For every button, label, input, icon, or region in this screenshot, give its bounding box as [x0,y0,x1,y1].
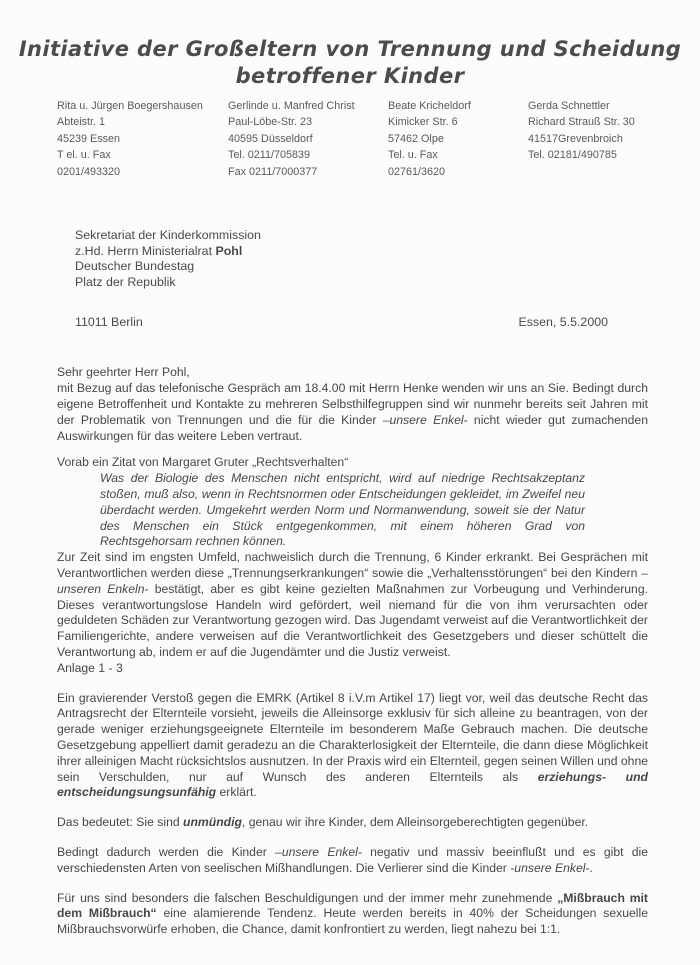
recipient-line: Platz der Republik [75,274,176,289]
contact-line: Tel. 0211/705839 [228,149,311,162]
paragraph-unmuendig [57,815,648,831]
contact-line: 0201/493320 [57,165,121,178]
paragraph-intro-text: –unsere Enkel- [382,412,468,427]
paragraph-beeinflusst-text: -unsere Enkel- [510,860,590,875]
contact-line: T el. u. Fax [57,149,111,162]
paragraph-unmuendig-text: unmündig [183,815,242,830]
paragraph-illness-text: bestätigt, aber es gibt keine gezielten Maßnahmen zur Vorbeugung und Verhinderung. Dieses verantwortungslose Handeln wird gefördert, weil niemand für die von ihm verursachten oder geduldeten Schäden zur Verantwortung gezogen wird. Das Jugendamt verweist auf die Verantwortlichkeit der Familiengerichte, andere verweisen auf die Verantwortlichkeit des Gesetzgebers und dieser schüttelt die Verantwortung ab, indem er auf die Jugendämter und die Justiz verweist. [57,581,648,659]
contact-line: Rita u. Jürgen Boegershausen [57,100,203,112]
recipient-line-prefix: z.Hd. Herrn Ministerialrat [75,243,216,258]
dateline-row [75,315,648,329]
paragraph-emrk-text: Ein gravierender Verstoß gegen die EMRK (Artikel 8 i.V.m Artikel 17) liegt vor, weil das deutsche Recht das Antragsrecht der Elternteile vorsieht, jeweils die Alleinsorge exklusiv für sich alleine zu beantragen, von der gerade weniger erziehungsgeeignete Elternteile im besonderem Maße Gebrauch machen. Die deutsche Gesetzgebung appelliert damit geradezu an die Charakterlosigkeit der Elternteile, die dann diese Möglichkeit ihrer alleinigen Macht rücksichtslos ausnutzen. In der Praxis wird ein Elternteil, gegen seinen Willen und ohne sein Verschulden, nur auf Wunsch des anderen Elternteils als [57,690,648,784]
anlage-note-text: Anlage 1 - 3 [57,660,123,675]
contact-line: Richard Strauß Str. 30 [528,116,635,129]
letterhead-title-line1: Initiative der Großeltern von Trennung und Scheidung [18,37,682,61]
quote-block [100,471,585,550]
paragraph-beeinflusst-text: –unsere Enkel- [275,844,362,859]
contact-line: Paul-Löbe-Str. 23 [228,116,313,129]
contact-line: 45239 Essen [57,132,121,145]
contact-line: Abteistr. 1 [57,116,106,129]
recipient-line [75,244,648,260]
contact-column-4 [528,98,688,180]
letter-date: Essen, 5.5.2000 [518,315,608,330]
paragraph-missbrauch-text: Für uns sind besonders die falschen Beschuldigungen und der immer mehr zunehmende [57,890,558,905]
contact-line: 02761/3620 [388,165,446,178]
contact-line: 41517Grevenbroich [528,132,623,145]
letterhead-title [0,36,700,90]
paragraph-missbrauch [57,891,648,938]
contact-line: Tel. u. Fax [388,149,438,162]
contact-line: Fax 0211/7000377 [228,165,318,178]
letter-main [0,228,700,938]
anlage-note [57,661,648,677]
paragraph-unmuendig-text: , genau wir ihre Kinder, dem Alleinsorgeberechtigten gegenüber. [241,815,589,830]
recipient-line: Deutscher Bundestag [75,259,195,274]
recipient-line: Sekretariat der Kinderkommission [75,228,261,243]
recipient-postal-city: 11011 Berlin [75,315,143,330]
contact-line: Kimicker Str. 6 [388,116,458,129]
contact-line: Gerlinde u. Manfred Christ [228,100,355,112]
paragraph-beeinflusst-text: negativ und massiv beeinflußt und es gibt die verschiedensten Arten von seelischen Mißhandlungen. Die Verlierer sind die Kinder [57,844,648,875]
paragraph-illness-text: –unseren Enkeln- [57,565,648,596]
letter-body [57,365,648,938]
contact-columns [0,90,700,180]
paragraph-intro-text: nicht wieder gut zumachenden Auswirkungen für das weitere Leben vertraut. [57,412,648,443]
paragraph-emrk-text: erziehungs- und entscheidungsungsunfähig [57,769,648,800]
paragraph-missbrauch-text: „Mißbrauch mit dem Mißbrauch“ [57,890,648,921]
quote-intro [57,455,648,471]
paragraph-illness-text: Zur Zeit sind im engsten Umfeld, nachweislich durch die Trennung, 6 Kinder erkrankt. Bei Gesprächen mit Verantwortlichen werden diese „Trennungserkrankungen“ sowie die „Verhaltensstörungen“ bei den Kindern [57,550,648,580]
salutation-text: Sehr geehrter Herr Pohl, [57,365,190,380]
contact-line: Tel. 02181/490785 [528,149,617,162]
paragraph-unmuendig-text: Das bedeutet: Sie sind [57,815,184,830]
quote-block-text: Was der Biologie des Menschen nicht entspricht, wird auf niedrige Rechtsakzeptanz stoßen, muß also, wenn in Rechtsnormen oder Entscheidungen gekleidet, im Zweifel neu überdacht werden. Umgekehrt werden Norm und Normanwendung, soweit sie der Natur des Menschen ein Stück entgegenkommen, mit einem höheren Grad von Rechtsgehorsam rechnen können. [100,471,585,549]
contact-column-2 [228,98,388,180]
paragraph-missbrauch-text: eine alamierende Tendenz. Heute werden bereits in 40% der Scheidungen sexuelle Mißbrauchsvorwürfe erhoben, die Chance, damit konfrontiert zu werden, liegt nahezu bei 1:1. [57,906,648,937]
paragraph-beeinflusst-text: . [589,860,593,875]
contact-column-3 [388,98,528,180]
paragraph-emrk [57,691,648,802]
letterhead-title-line2: betroffener Kinder [235,64,465,88]
paragraph-intro [57,381,648,444]
paragraph-intro-text: mit Bezug auf das telefonische Gespräch am 18.4.00 mit Herrn Henke wenden wir uns an Sie. Bedingt durch eigene Betroffenheit und Kontakte zu mehreren Selbsthilfegruppen sind wir nunmehr bereits seit Jahren mit der Problematik von Trennungen und die für die Kinder [57,381,648,427]
paragraph-illness [57,550,648,661]
contact-column-1 [57,98,228,180]
contact-line: Beate Kricheldorf [388,100,471,112]
paragraph-beeinflusst-text: Bedingt dadurch werden die Kinder [57,844,276,859]
paragraph-emrk-text: erklärt. [216,785,257,800]
contact-line: 40595 Düsseldorf [228,132,313,145]
salutation [57,365,648,381]
contact-line: Gerda Schnettler [528,100,610,112]
contact-line: 57462 Olpe [388,132,444,145]
recipient-name: Pohl [215,243,243,258]
recipient-address [75,228,648,290]
paragraph-beeinflusst [57,845,648,877]
quote-intro-text: Vorab ein Zitat von Margaret Gruter „Rechtsverhalten“ [57,455,349,470]
